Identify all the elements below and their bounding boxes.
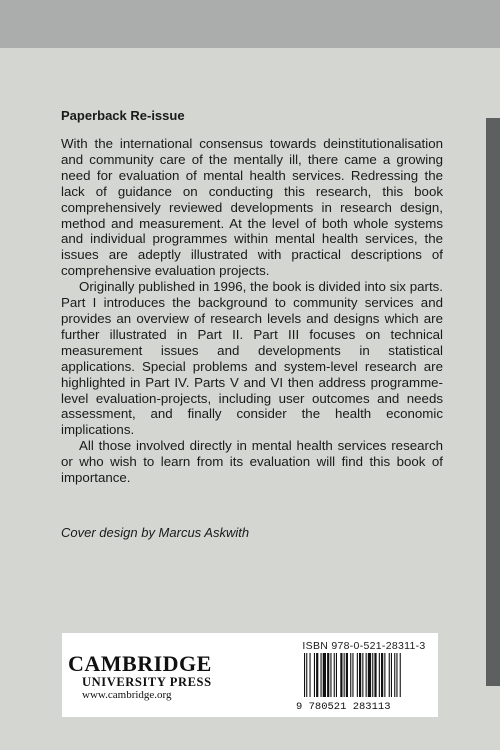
barcode-bar	[372, 653, 373, 697]
barcode-bar	[346, 653, 348, 697]
publisher-sub: UNIVERSITY PRESS	[82, 675, 212, 689]
barcode-bar	[310, 653, 311, 697]
heading: Paperback Re-issue	[61, 108, 185, 123]
barcode-bar	[384, 653, 385, 697]
barcode-digits: 9 780521 283113	[296, 701, 391, 711]
top-band	[0, 0, 500, 48]
barcode-bar	[391, 653, 392, 697]
barcode-bar	[352, 653, 353, 697]
barcode-bar	[366, 653, 367, 697]
barcode-bar	[357, 653, 358, 697]
side-stripe	[486, 118, 500, 686]
barcode-bar	[321, 653, 322, 697]
barcode-bar	[394, 653, 395, 697]
barcode-bar	[340, 653, 342, 697]
barcode-bar	[330, 653, 331, 697]
barcode-bar	[334, 653, 335, 697]
barcode-bar	[316, 653, 318, 697]
barcode-bar	[323, 653, 326, 697]
barcode	[294, 653, 438, 711]
blurb-paragraph: With the international consensus towards deinstitutionalisation and community care of the mentally ill, there came a growing need for evaluation of mental health services. Redressing the lack of guidance on conducting this research, this book comprehensively reviewed developments in research design, method and measurement. At the level of both whole systems and individual programmes within mental health services, the issues are adeptly illustrated with practical descriptions of comprehensive evaluation projects.	[61, 136, 443, 279]
barcode-bar	[381, 653, 383, 697]
publisher-box	[62, 633, 438, 717]
publisher-name: CAMBRIDGE	[68, 651, 212, 676]
isbn-label: ISBN 978-0-521-28311-3	[302, 640, 426, 652]
blurb-paragraph: All those involved directly in mental health services research or who wish to learn from its evaluation will find this book of importance.	[61, 438, 443, 486]
barcode-bar	[327, 653, 329, 697]
barcode-bar	[396, 653, 397, 697]
barcode-bar	[304, 653, 305, 697]
barcode-bar	[306, 653, 307, 697]
barcode-bar	[389, 653, 390, 697]
blurb-paragraph: Originally published in 1996, the book is divided into six parts. Part I introduces the background to community services and provides an overview of research levels and designs which are further illustrated in Part II. Part III focuses on technical measurement issues and developments in statistical applications. Special problems and system-level research are highlighted in Part IV. Parts V and VI then address programme-level evaluation-projects, including user outcomes and needs assessment, and finally consider the health economic implications.	[61, 279, 443, 438]
barcode-bar	[359, 653, 361, 697]
barcode-bar	[379, 653, 380, 697]
blurb	[61, 136, 443, 486]
barcode-bar	[336, 653, 337, 697]
barcode-bar	[314, 653, 315, 697]
barcode-bar	[400, 653, 401, 697]
barcode-bar	[350, 653, 351, 697]
publisher-logo	[68, 653, 212, 702]
cover-credit: Cover design by Marcus Askwith	[61, 525, 250, 540]
barcode-bar	[344, 653, 345, 697]
barcode-bar	[374, 653, 376, 697]
barcode-bar	[368, 653, 371, 697]
publisher-url[interactable]: www.cambridge.org	[82, 689, 172, 701]
barcode-bar	[362, 653, 363, 697]
barcode-area	[294, 640, 438, 712]
